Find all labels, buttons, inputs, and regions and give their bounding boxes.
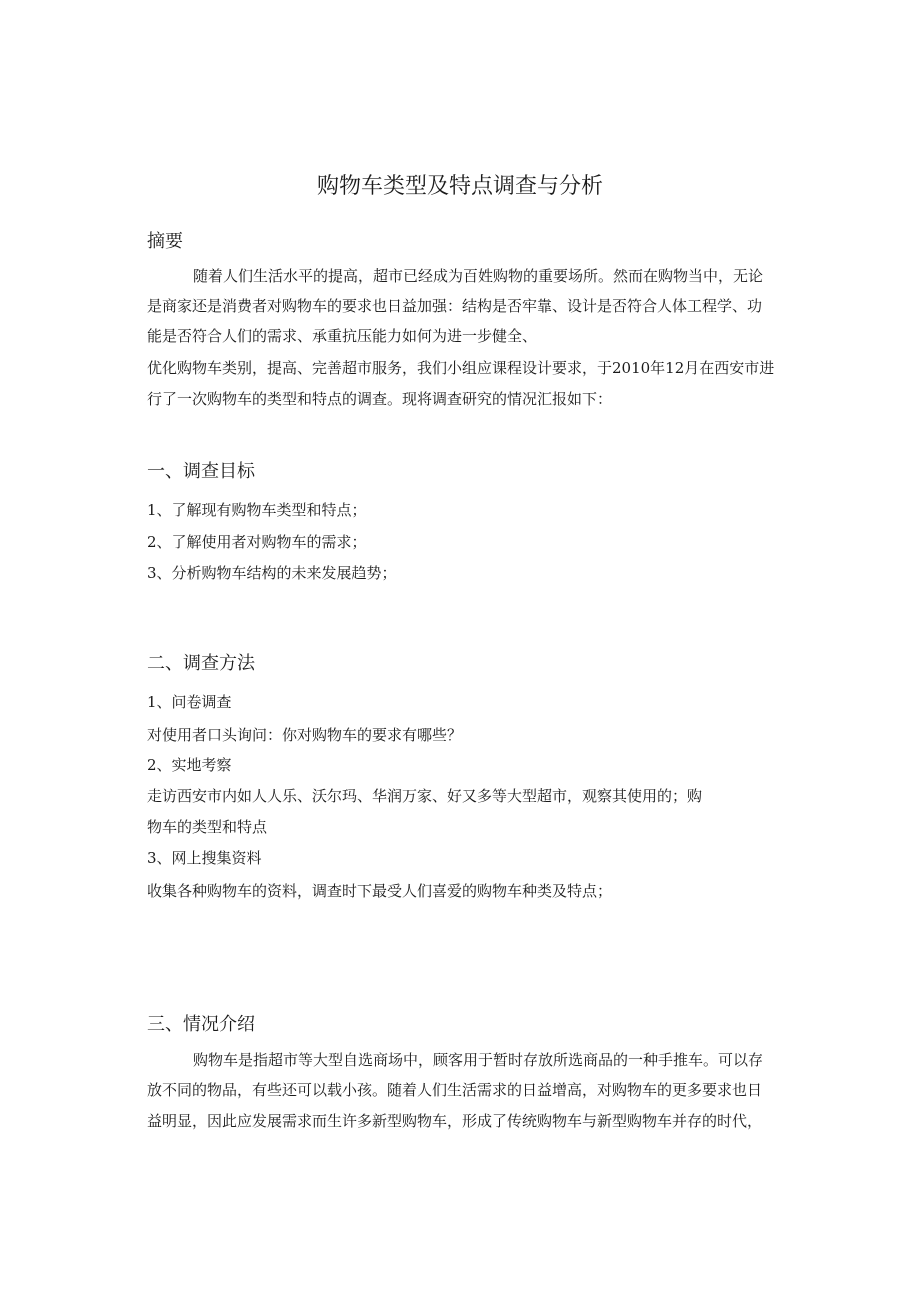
objective-item: 3、分析购物车结构的未来发展趋势； [147, 564, 397, 582]
document-title: 购物车类型及特点调查与分析 [316, 174, 603, 199]
objective-item: 1、了解现有购物车类型和特点； [147, 501, 367, 519]
abstract-line: 优化购物车类别，提高、完善超市服务，我们小组应课程设计要求，于2010年12月在西安市进 [147, 359, 775, 377]
method-line: 3、网上搜集资料 [147, 849, 262, 867]
abstract-heading: 摘要 [147, 231, 183, 252]
objective-item: 2、了解使用者对购物车的需求； [147, 533, 367, 551]
intro-line: 放不同的物品，有些还可以载小孩。随着人们生活需求的日益增高，对购物车的更多要求也日 [147, 1081, 763, 1099]
abstract-line: 是商家还是消费者对购物车的要求也日益加强：结构是否牢靠、设计是否符合人体工程学、功 [147, 297, 763, 315]
abstract-line: 能是否符合人们的需求、承重抗压能力如何为进一步健全、 [147, 327, 538, 345]
section3-heading: 三、情况介绍 [147, 1014, 255, 1035]
section2-heading: 二、调查方法 [147, 653, 255, 674]
method-line: 收集各种购物车的资料，调查时下最受人们喜爱的购物车种类及特点； [147, 882, 613, 900]
abstract-line: 随着人们生活水平的提高，超市已经成为百姓购物的重要场所。然而在购物当中，无论 [193, 267, 764, 285]
method-line: 对使用者口头询问：你对购物车的要求有哪些？ [147, 726, 463, 744]
method-line: 1、问卷调查 [147, 693, 232, 711]
method-line: 物车的类型和特点 [147, 818, 268, 836]
intro-line: 购物车是指超市等大型自选商场中，顾客用于暂时存放所选商品的一种手推车。可以存 [193, 1051, 764, 1069]
section1-heading: 一、调查目标 [147, 461, 255, 482]
intro-line: 益明显，因此应发展需求而生许多新型购物车，形成了传统购物车与新型购物车并存的时代， [147, 1112, 763, 1130]
method-line: 2、实地考察 [147, 756, 232, 774]
method-line: 走访西安市内如人人乐、沃尔玛、华润万家、好又多等大型超市，观察其使用的；购 [147, 787, 703, 805]
abstract-line: 行了一次购物车的类型和特点的调查。现将调查研究的情况汇报如下： [147, 390, 613, 408]
